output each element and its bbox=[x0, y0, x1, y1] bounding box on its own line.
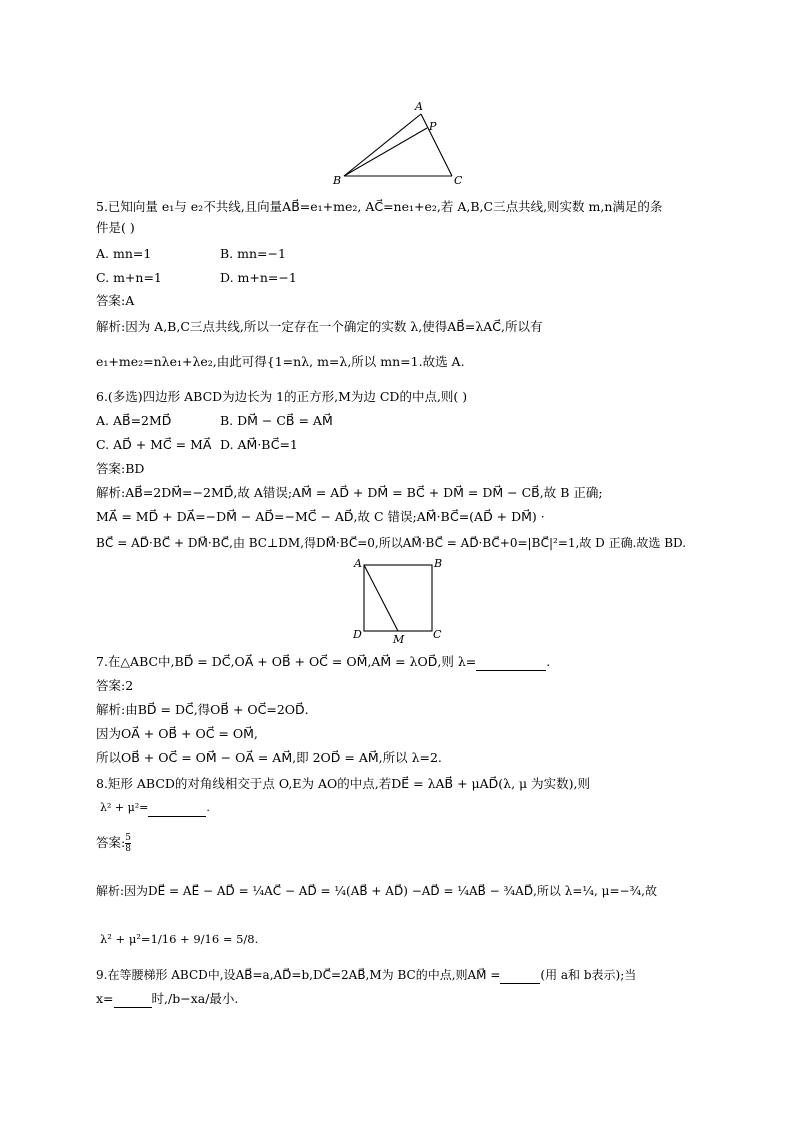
label-m: M bbox=[393, 633, 405, 645]
q8-answer bbox=[96, 833, 131, 854]
q8-stem-line2 bbox=[100, 799, 210, 817]
q7-stem-text: 7.在△ABC中,BD⃗ = DC⃗,OA⃗ + OB⃗ + OC⃗ = OM⃗,AM⃗ = λOD⃗,则 λ= bbox=[96, 654, 477, 669]
q7-answer-blank[interactable] bbox=[476, 670, 546, 671]
q8-answer-blank[interactable] bbox=[148, 816, 206, 817]
q6-stem: 6.(多选)四边形 ABCD为边长为 1的正方形,M为边 CD的中点,则( ) bbox=[96, 389, 468, 404]
label-a: A bbox=[354, 557, 362, 570]
q5-analysis-line1: 解析:因为 A,B,C三点共线,所以一定存在一个确定的实数 λ,使得AB⃗=λAC⃗,所以有 bbox=[96, 319, 543, 334]
label-p: P bbox=[429, 120, 437, 133]
q8-analysis-line1: 解析:因为DE⃗ = AE⃗ − AD⃗ = ¼AC⃗ − AD⃗ = ¼(AB⃗ + AD⃗) −AD⃗ = ¼AB⃗ − ¾AD⃗,所以 λ=¼, μ=−¾,故 bbox=[96, 884, 657, 898]
q8-answer-fraction bbox=[125, 833, 131, 854]
q6-option-d: D. AM⃗·BC⃗=1 bbox=[220, 437, 298, 452]
q6-analysis-line2: MA⃗ = MD⃗ + DA⃗=−DM⃗ − AD⃗=−MC⃗ − AD⃗,故 C 错误;AM⃗·BC⃗=(AD⃗ + DM⃗) · bbox=[96, 509, 545, 524]
q5-option-b: B. mn=−1 bbox=[220, 246, 286, 261]
q8-stem2-end: . bbox=[206, 801, 210, 814]
q9-stem2-end: 时,/b−xa/最小. bbox=[151, 991, 239, 1006]
label-a: A bbox=[415, 100, 423, 113]
q7-analysis-line1: 解析:由BD⃗ = DC⃗,得OB⃗ + OC⃗=2OD⃗. bbox=[96, 702, 309, 717]
q7-stem bbox=[96, 653, 550, 671]
q5-option-c: C. m+n=1 bbox=[96, 270, 162, 285]
q9-stem2-text: x= bbox=[96, 991, 114, 1006]
q6-analysis-line1: 解析:AB⃗=2DM⃗=−2MD⃗,故 A错误;AM⃗ = AD⃗ + DM⃗ = BC⃗ + DM⃗ = DM⃗ − CB⃗,故 B 正确; bbox=[96, 485, 603, 500]
q6-answer: 答案:BD bbox=[96, 461, 145, 476]
q8-answer-label: 答案: bbox=[96, 835, 126, 850]
label-b: B bbox=[333, 174, 342, 187]
q8-answer-numerator: 5 bbox=[125, 833, 131, 843]
square-abcd-figure bbox=[348, 555, 448, 645]
label-d: D bbox=[353, 628, 362, 641]
q9-answer-blank-2[interactable] bbox=[114, 1007, 152, 1008]
q9-stem1-text: 9.在等腰梯形 ABCD中,设AB⃗=a,AD⃗=b,DC⃗=2AB⃗,M为 BC的中点,则AM⃗ = bbox=[96, 968, 501, 982]
q9-stem-line1 bbox=[96, 966, 636, 984]
label-c: C bbox=[433, 628, 442, 641]
q7-answer: 答案:2 bbox=[96, 678, 134, 693]
label-c: C bbox=[454, 174, 463, 187]
label-b: B bbox=[434, 557, 443, 570]
q7-stem-end: . bbox=[546, 654, 551, 669]
q5-option-a: A. mn=1 bbox=[96, 246, 152, 261]
q9-stem1-end: (用 a和 b表示);当 bbox=[540, 968, 637, 982]
q5-stem-line2: 件是( ) bbox=[96, 220, 135, 235]
q5-stem-line1: 5.已知向量 e₁与 e₂不共线,且向量AB⃗=e₁+me₂, AC⃗=ne₁+e₂,若 A,B,C三点共线,则实数 m,n满足的条 bbox=[96, 199, 663, 214]
q7-analysis-line2: 因为OA⃗ + OB⃗ + OC⃗ = OM⃗, bbox=[96, 726, 258, 741]
q9-answer-blank-1[interactable] bbox=[500, 983, 540, 984]
triangle-abc-figure bbox=[325, 96, 475, 192]
q6-option-c: C. AD⃗ + MC⃗ = MA⃗ bbox=[96, 437, 212, 452]
q7-analysis-line3: 所以OB⃗ + OC⃗ = OM⃗ − OA⃗ = AM⃗,即 2OD⃗ = AM⃗,所以 λ=2. bbox=[96, 750, 442, 765]
q8-answer-denominator: 8 bbox=[125, 844, 131, 854]
q5-analysis-line2: e₁+me₂=nλe₁+λe₂,由此可得{1=nλ, m=λ,所以 mn=1.故选 A. bbox=[96, 354, 465, 369]
q8-stem2-text: λ² + μ²= bbox=[100, 801, 149, 814]
q5-answer: 答案:A bbox=[96, 293, 135, 308]
q6-option-a: A. AB⃗=2MD⃗ bbox=[96, 413, 172, 428]
q8-stem-line1: 8.矩形 ABCD的对角线相交于点 O,E为 AO的中点,若DE⃗ = λAB⃗ + μAD⃗(λ, μ 为实数),则 bbox=[96, 776, 590, 791]
q6-analysis-line3: BC⃗ = AD⃗·BC⃗ + DM⃗·BC⃗,由 BC⊥DM,得DM⃗·BC⃗=0,所以AM⃗·BC⃗ = AD⃗·BC⃗+0=|BC⃗|²=1,故 D 正确.故选 BD. bbox=[96, 536, 687, 550]
q6-option-b: B. DM⃗ − CB⃗ = AM⃗ bbox=[220, 413, 333, 428]
q8-analysis-line2: λ² + μ²=1/16 + 9/16 = 5/8. bbox=[100, 932, 259, 946]
q9-stem-line2 bbox=[96, 990, 238, 1008]
q5-option-d: D. m+n=−1 bbox=[220, 270, 297, 285]
